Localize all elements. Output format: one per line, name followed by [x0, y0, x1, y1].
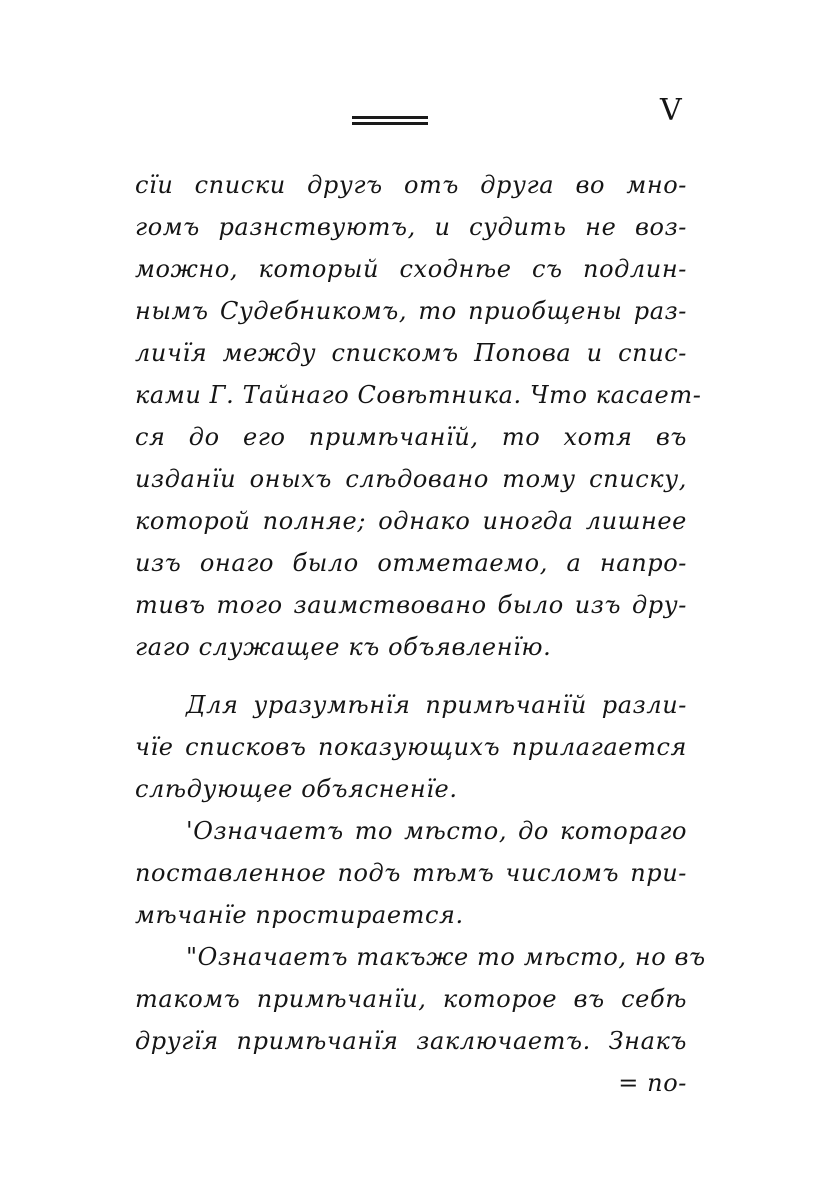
text-line: другїя примѣчанїя заключаетъ. Знакъ: [135, 1027, 687, 1055]
text-line: тивъ того заимствовано было изъ дру-: [135, 591, 687, 619]
text-line: личїя между спискомъ Попова и спис-: [135, 339, 687, 367]
text-line: изъ онаго было отметаемо, а напро-: [135, 549, 687, 577]
text-line: которой полняе; однако иногда лишнее: [135, 507, 687, 535]
text-line: слѣдующее объясненїе.: [135, 775, 458, 803]
text-line: "Означаетъ такъже то мѣсто, но въ: [186, 943, 706, 971]
text-line: сїи списки другъ отъ друга во мно-: [135, 171, 687, 199]
text-line: Для уразумѣнїя примѣчанїй разли-: [186, 691, 687, 719]
text-line: можно, который сходнѣе съ подлин-: [135, 255, 687, 283]
text-line: нымъ Судебникомъ, то приобщены раз-: [135, 297, 687, 325]
rule-line: [352, 122, 428, 125]
text-line: 'Означаетъ то мѣсто, до котораго: [186, 817, 687, 845]
text-line: чїе списковъ показующихъ прилагается: [135, 733, 687, 761]
text-line: гаго служащее къ объявленїю.: [135, 633, 552, 661]
text-line: гомъ разнствуютъ, и судить не воз-: [135, 213, 687, 241]
rule-line: [352, 116, 428, 119]
text-line: поставленное подъ тѣмъ числомъ при-: [135, 859, 687, 887]
text-line: ся до его примѣчанїй, то хотя въ: [135, 423, 687, 451]
text-line: ками Г. Тайнаго Совѣтника. Что касает-: [135, 381, 702, 409]
catchword: = по-: [618, 1069, 687, 1097]
header-double-rule: [352, 116, 428, 126]
text-line: изданїи оныхъ слѣдовано тому списку,: [135, 465, 687, 493]
text-line: мѣчанїе простирается.: [135, 901, 464, 929]
page-number: V: [660, 93, 682, 128]
text-line: такомъ примѣчанїи, которое въ себѣ: [135, 985, 687, 1013]
